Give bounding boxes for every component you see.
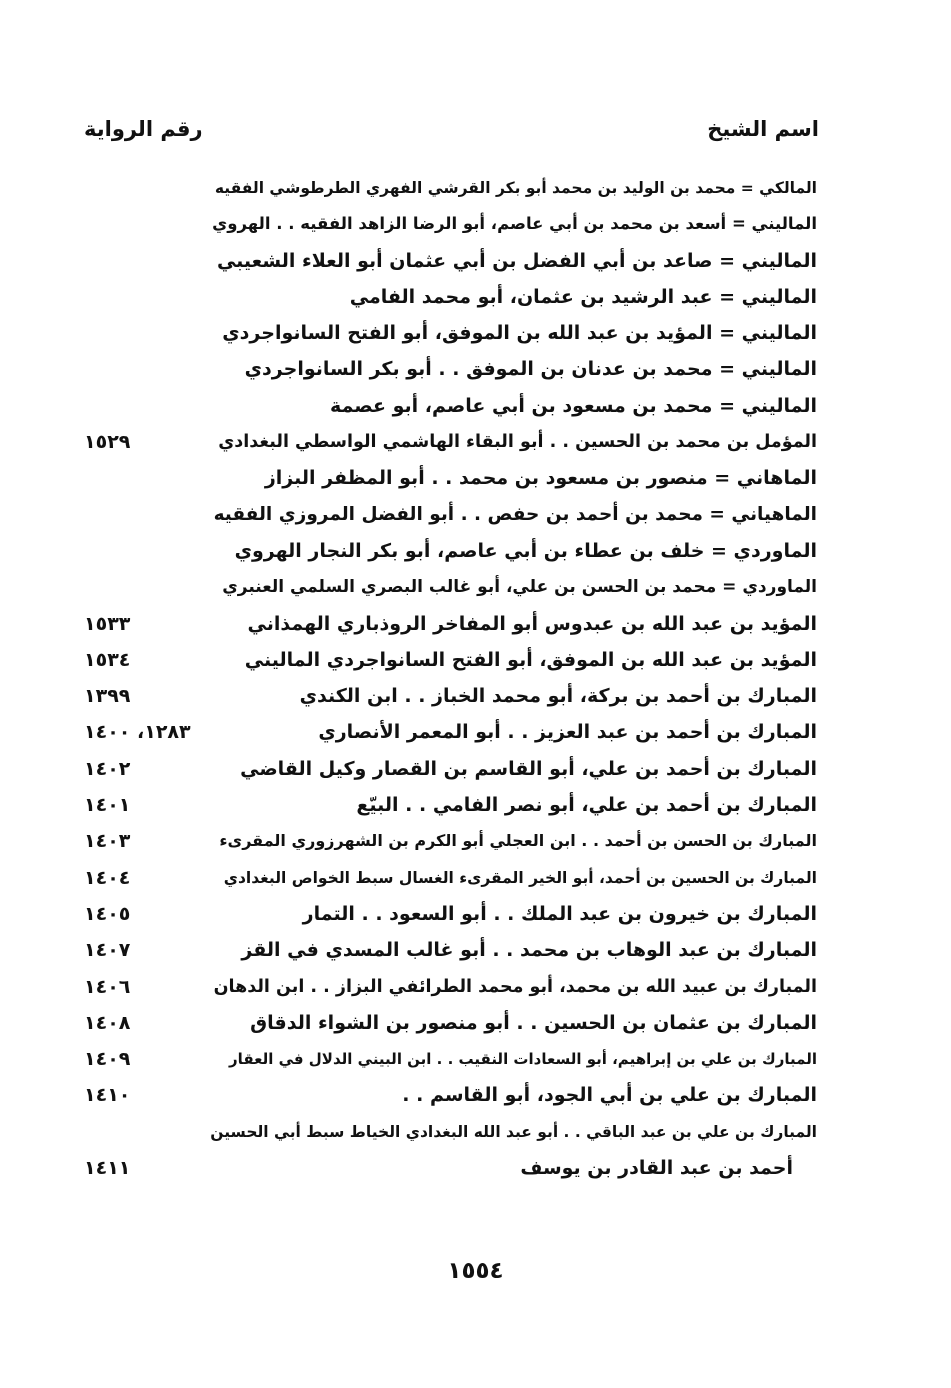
entry-text: المبارك بن خيرون بن عبد الملك . . أبو السعود . . التمار [302,902,817,925]
index-entry-row [0,170,951,206]
entry-narration-number: ١٤٠١ [84,794,131,817]
index-entry-row [0,424,951,460]
entry-text: المبارك بن علي بن عبد الباقي . . أبو عبد الله البغدادي الخياط سبط أبي الحسين [210,1122,817,1141]
index-entry-row [0,606,951,642]
index-entry-row [0,206,951,242]
index-entry-row [0,896,951,932]
entry-narration-number: ١٥٢٩ [84,431,131,454]
index-entry-row [0,243,951,279]
column-header-narration-number: رقم الرواية [84,117,203,141]
entry-narration-number: ١٤٠٥ [84,902,131,925]
entry-text: المبارك بن علي بن أبي الجود، أبو القاسم . . [402,1084,817,1107]
index-entry-row [0,932,951,968]
entry-text: الماليني = محمد بن عدنان بن الموفق . . أبو بكر السانواجردي [244,358,817,381]
column-header-sheikh-name: اسم الشيخ [707,117,819,141]
entry-narration-number: ١٣٩٩ [84,685,131,708]
entry-text: الماليني = أسعد بن محمد بن أبي عاصم، أبو الرضا الزاهد الفقيه . . الهروي [212,214,817,234]
index-entry-row [0,787,951,823]
entry-text: الماهياني = محمد بن أحمد بن حفص . . أبو الفضل المروزي الفقيه [213,503,817,525]
entry-text: المبارك بن عبيد الله بن محمد، أبو محمد الطرائفي البزاز . . ابن الدهان [213,976,817,997]
entry-narration-number: ١٢٨٣، ١٤٠٠ [84,721,191,744]
index-entry-row [0,315,951,351]
entry-narration-number: ١٥٣٤ [84,648,131,671]
index-entry-row [0,714,951,750]
entry-text: المبارك بن أحمد بن علي، أبو نصر الفامي . . البيّع [356,794,817,817]
entry-text: المبارك بن أحمد بن عبد العزيز . . أبو المعمر الأنصاري [318,721,817,744]
entry-text: المبارك بن عبد الوهاب بن محمد . . أبو غالب المسدي في القز [241,939,817,962]
entry-narration-number: ١٤٠٧ [84,939,131,962]
entry-text: المبارك بن أحمد بن بركة، أبو محمد الخباز . . ابن الكندي [299,685,817,708]
index-entry-row [0,751,951,787]
entry-narration-number: ١٤٠٣ [84,830,131,853]
index-entry-row [0,969,951,1005]
entry-text: المالكي = محمد بن الوليد بن محمد أبو بكر القرشي الفهري الطرطوشي الفقيه [214,179,817,197]
entry-text: الماليني = محمد بن مسعود بن أبي عاصم، أبو عصمة [330,394,817,417]
index-entry-row [0,497,951,533]
index-entry-row [0,823,951,859]
entry-text: المبارك بن أحمد بن علي، أبو القاسم بن القصار وكيل القاضي [240,757,817,780]
entry-narration-number: ١٤١١ [84,1157,131,1180]
index-entry-row [0,1114,951,1150]
entry-narration-number: ١٤٠٢ [84,757,131,780]
index-entry-row [0,533,951,569]
index-entry-row [0,1005,951,1041]
index-entry-row [0,860,951,896]
entry-text: المؤمل بن محمد بن الحسين . . أبو البقاء الهاشمي الواسطي البغدادي [218,432,817,453]
page-number: ١٥٥٤ [447,1258,504,1284]
entry-narration-number: ١٥٣٣ [84,612,131,635]
entry-text: أحمد بن عبد القادر بن يوسف [520,1157,793,1180]
index-entry-row [0,642,951,678]
index-entry-row [0,1150,951,1186]
entry-text: المبارك بن الحسن بن أحمد . . ابن العجلي أبو الكرم بن الشهرزوري المقرىء [219,831,817,851]
entry-text: الماليني = صاعد بن أبي الفضل بن أبي عثمان أبو العلاء الشعيبي [216,249,817,272]
entry-text: المبارك بن الحسين بن أحمد، أبو الخير المقرىء الغسال سبط الخواص البغدادي [223,868,817,887]
entry-text: الماوردي = محمد بن الحسن بن علي، أبو غالب البصري السلمي العنبري [222,577,817,598]
entry-text: الماليني = عبد الرشيد بن عثمان، أبو محمد الفامي [349,285,817,308]
index-entries [0,170,951,1186]
entry-text: المبارك بن علي بن إبراهيم، أبو السعادات النقيب . . ابن البيني الدلال في العقار [229,1050,817,1069]
index-entry-row [0,460,951,496]
index-entry-row [0,569,951,605]
index-entry-row [0,1077,951,1113]
entry-narration-number: ١٤١٠ [84,1084,131,1107]
entry-text: المؤيد بن عبد الله بن الموفق، أبو الفتح السانواجردي الماليني [244,648,817,671]
entry-narration-number: ١٤٠٨ [84,1011,131,1034]
index-entry-row [0,678,951,714]
entry-text: الماليني = المؤيد بن عبد الله بن الموفق، أبو الفتح السانواجردي [222,322,817,345]
entry-narration-number: ١٤٠٦ [84,975,131,998]
index-entry-row [0,388,951,424]
index-entry-row [0,1041,951,1077]
entry-text: الماهاني = منصور بن مسعود بن محمد . . أبو المظفر البزاز [264,467,817,490]
index-entry-row [0,351,951,387]
entry-narration-number: ١٤٠٤ [84,866,131,889]
entry-text: المبارك بن عثمان بن الحسين . . أبو منصور بن الشواء الدقاق [250,1011,817,1034]
entry-narration-number: ١٤٠٩ [84,1048,131,1071]
index-entry-row [0,279,951,315]
entry-text: الماوردي = خلف بن عطاء بن أبي عاصم، أبو بكر النجار الهروي [234,539,817,562]
entry-text: المؤيد بن عبد الله بن عبدوس أبو المفاخر الروذباري الهمذاني [247,612,817,635]
